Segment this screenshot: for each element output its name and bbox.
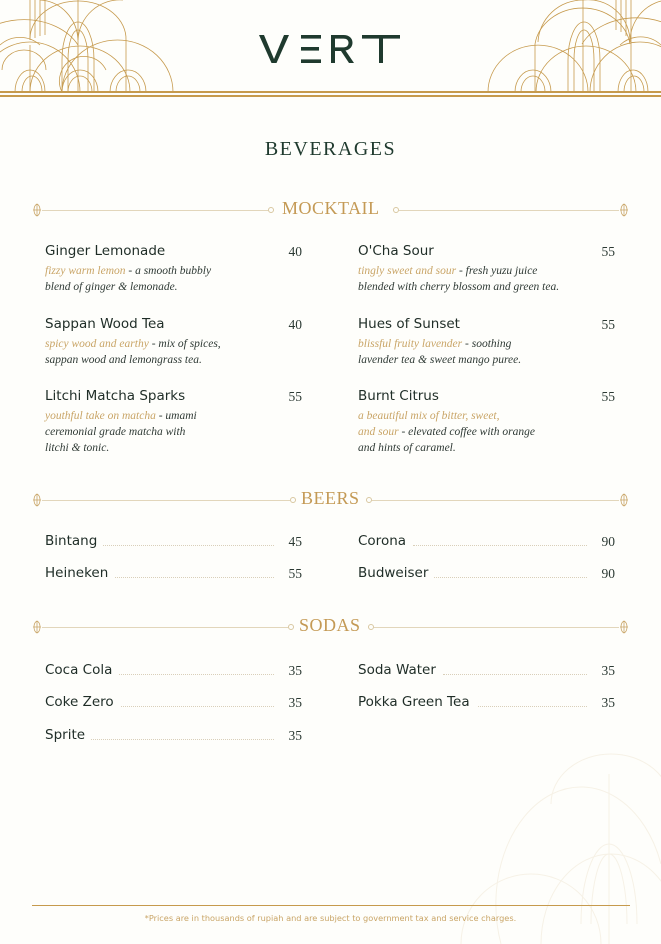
item-price: 40	[288, 244, 302, 259]
footer-rule	[32, 905, 630, 906]
item-price: 55	[288, 566, 302, 581]
item-price: 35	[288, 695, 302, 710]
item-description: spicy wood and earthy - mix of spices, sappan wood and lemongrass tea.	[45, 338, 221, 366]
menu-row	[45, 662, 302, 682]
dotted-leader	[413, 545, 587, 546]
item-price: 55	[601, 389, 615, 404]
item-name: Heineken	[45, 565, 114, 581]
fleur-ornament-icon	[619, 203, 629, 217]
item-price: 90	[601, 566, 615, 581]
footer-note: *Prices are in thousands of rupiah and are subject to government tax and service charges.	[144, 913, 517, 923]
divider-line	[42, 500, 290, 501]
vert-logo	[259, 33, 401, 63]
fleur-ornament-icon	[32, 620, 42, 634]
item-price: 35	[288, 728, 302, 743]
header-rule	[0, 91, 661, 93]
item-name: Sappan Wood Tea	[45, 316, 165, 332]
dotted-leader	[91, 739, 274, 740]
item-name: Ginger Lemonade	[45, 243, 166, 259]
divider-line	[42, 627, 288, 628]
art-deco-arch-left-icon	[0, 0, 180, 92]
small-circle-icon	[290, 497, 296, 503]
menu-item	[45, 243, 302, 303]
fleur-ornament-icon	[619, 493, 629, 507]
dotted-leader	[105, 577, 274, 578]
menu-row	[45, 533, 302, 553]
small-circle-icon	[288, 624, 294, 630]
section-divider-sodas	[32, 617, 629, 637]
item-name: Litchi Matcha Sparks	[45, 388, 186, 404]
dotted-leader	[117, 674, 274, 675]
item-price: 55	[288, 389, 302, 404]
divider-line	[372, 500, 619, 501]
section-divider-beers	[32, 490, 629, 510]
section-title-sodas: SODAS	[299, 615, 361, 635]
menu-row	[45, 694, 302, 714]
item-name: Corona	[358, 533, 412, 549]
header	[0, 0, 661, 100]
item-price: 55	[601, 244, 615, 259]
item-name: Bintang	[45, 533, 103, 549]
item-name: Coca Cola	[45, 662, 118, 678]
fleur-ornament-icon	[32, 493, 42, 507]
menu-row	[45, 727, 302, 747]
item-description: fizzy warm lemon - a smooth bubbly blend of ginger & lemonade.	[45, 265, 212, 293]
art-deco-arch-right-icon	[480, 0, 661, 92]
item-price: 35	[601, 695, 615, 710]
fleur-ornament-icon	[32, 203, 42, 217]
dotted-leader	[443, 674, 587, 675]
menu-item	[45, 388, 302, 460]
item-name: Burnt Citrus	[358, 388, 439, 404]
item-price: 35	[288, 663, 302, 678]
item-name: Budweiser	[358, 565, 434, 581]
menu-row	[358, 565, 615, 585]
header-rule-double	[0, 95, 661, 97]
menu-row	[358, 662, 615, 682]
item-price: 45	[288, 534, 302, 549]
item-name: Pokka Green Tea	[358, 694, 476, 710]
divider-line	[42, 210, 268, 211]
menu-item	[358, 243, 615, 303]
dotted-leader	[100, 545, 274, 546]
menu-item	[358, 316, 615, 376]
menu-row	[45, 565, 302, 585]
fleur-ornament-icon	[619, 620, 629, 634]
item-description: tingly sweet and sour - fresh yuzu juice blended with cherry blossom and green tea.	[358, 265, 560, 293]
menu-item	[45, 316, 302, 376]
divider-line	[399, 210, 619, 211]
page-title: BEVERAGES	[264, 138, 397, 160]
item-name: Coke Zero	[45, 694, 120, 710]
item-name: Sprite	[45, 727, 91, 743]
item-description: a beautiful mix of bitter, sweet, and sour - elevated coffee with orange and hints of caramel.	[358, 410, 535, 454]
section-title-beers: BEERS	[301, 488, 360, 508]
section-divider-mocktail	[32, 200, 629, 220]
dotted-leader	[428, 577, 587, 578]
divider-line	[374, 627, 619, 628]
item-price: 40	[288, 317, 302, 332]
item-price: 35	[601, 663, 615, 678]
dotted-leader	[117, 706, 274, 707]
item-name: Hues of Sunset	[358, 316, 460, 332]
small-circle-icon	[268, 207, 274, 213]
item-price: 55	[601, 317, 615, 332]
section-title-mocktail: MOCKTAIL	[282, 198, 380, 218]
dotted-leader	[478, 706, 587, 707]
item-description: blissful fruity lavender - soothing lavender tea & sweet mango puree.	[358, 338, 522, 366]
item-price: 90	[601, 534, 615, 549]
menu-row	[358, 533, 615, 553]
item-name: Soda Water	[358, 662, 442, 678]
menu-item	[358, 388, 615, 460]
menu-row	[358, 694, 615, 714]
item-description: youthful take on matcha - umami ceremonial grade matcha with litchi & tonic.	[45, 410, 197, 454]
item-name: O'Cha Sour	[358, 243, 434, 259]
